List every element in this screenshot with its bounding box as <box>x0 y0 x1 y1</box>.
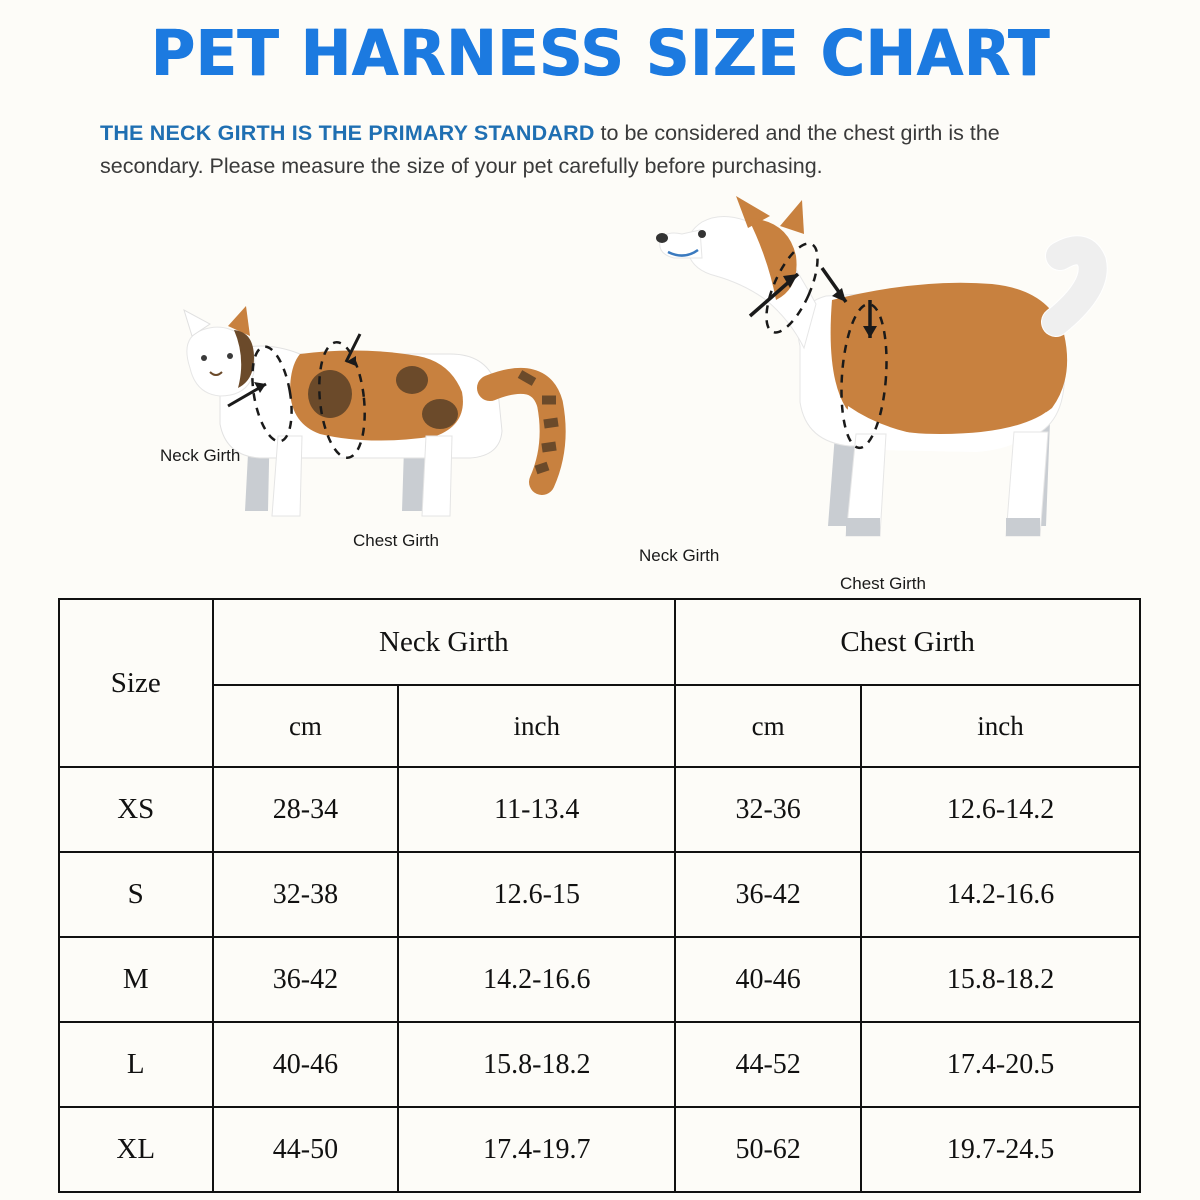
cell-neck-cm: 44-50 <box>213 1107 399 1192</box>
cat-illustration <box>150 296 620 550</box>
table-row <box>59 767 1140 852</box>
cell-neck-cm: 32-38 <box>213 852 399 937</box>
table-row <box>59 852 1140 937</box>
table-row <box>59 937 1140 1022</box>
cell-chest-inch: 12.6-14.2 <box>861 767 1140 852</box>
cat-neck-girth-label: Neck Girth <box>160 445 241 465</box>
dog-neck-girth-label: Neck Girth <box>639 545 720 565</box>
header-neck-inch: inch <box>398 685 675 767</box>
cell-neck-inch: 12.6-15 <box>398 852 675 937</box>
cell-size: XS <box>59 767 213 852</box>
cell-neck-cm: 28-34 <box>213 767 399 852</box>
cell-chest-inch: 17.4-20.5 <box>861 1022 1140 1107</box>
illustration-area <box>0 196 1200 593</box>
size-table-container <box>58 598 1141 1193</box>
table-row <box>59 1022 1140 1107</box>
cell-size: L <box>59 1022 213 1107</box>
dog-chest-girth-label: Chest Girth <box>840 573 926 593</box>
cell-chest-inch: 19.7-24.5 <box>861 1107 1140 1192</box>
dog-illustration <box>639 196 1110 593</box>
size-table <box>58 598 1141 1193</box>
cell-chest-inch: 14.2-16.6 <box>861 852 1140 937</box>
cell-neck-inch: 15.8-18.2 <box>398 1022 675 1107</box>
header-chest-inch: inch <box>861 685 1140 767</box>
cell-neck-inch: 14.2-16.6 <box>398 937 675 1022</box>
header-chest-cm: cm <box>675 685 861 767</box>
header-size: Size <box>59 599 213 767</box>
table-header-units <box>59 685 1140 767</box>
page-title: PET HARNESS SIZE CHART <box>150 17 1050 90</box>
header-chest-girth: Chest Girth <box>675 599 1140 685</box>
table-row <box>59 1107 1140 1192</box>
cell-neck-inch: 11-13.4 <box>398 767 675 852</box>
cell-chest-cm: 44-52 <box>675 1022 861 1107</box>
cell-chest-cm: 36-42 <box>675 852 861 937</box>
cell-chest-cm: 32-36 <box>675 767 861 852</box>
cell-neck-cm: 36-42 <box>213 937 399 1022</box>
subtitle-rest: to be considered and the chest girth is the secondary. Please measure the size of your pet carefully before purchasing. <box>100 121 1000 179</box>
cell-size: S <box>59 852 213 937</box>
header-neck-girth: Neck Girth <box>213 599 676 685</box>
cell-neck-inch: 17.4-19.7 <box>398 1107 675 1192</box>
cell-size: XL <box>59 1107 213 1192</box>
table-header-groups <box>59 599 1140 685</box>
cat-chest-girth-label: Chest Girth <box>353 530 439 550</box>
header-neck-cm: cm <box>213 685 399 767</box>
cell-chest-cm: 40-46 <box>675 937 861 1022</box>
subtitle-lead: THE NECK GIRTH IS THE PRIMARY STANDARD <box>100 121 595 145</box>
cell-chest-cm: 50-62 <box>675 1107 861 1192</box>
cell-neck-cm: 40-46 <box>213 1022 399 1107</box>
cell-chest-inch: 15.8-18.2 <box>861 937 1140 1022</box>
cell-size: M <box>59 937 213 1022</box>
subtitle-paragraph <box>100 117 1100 184</box>
